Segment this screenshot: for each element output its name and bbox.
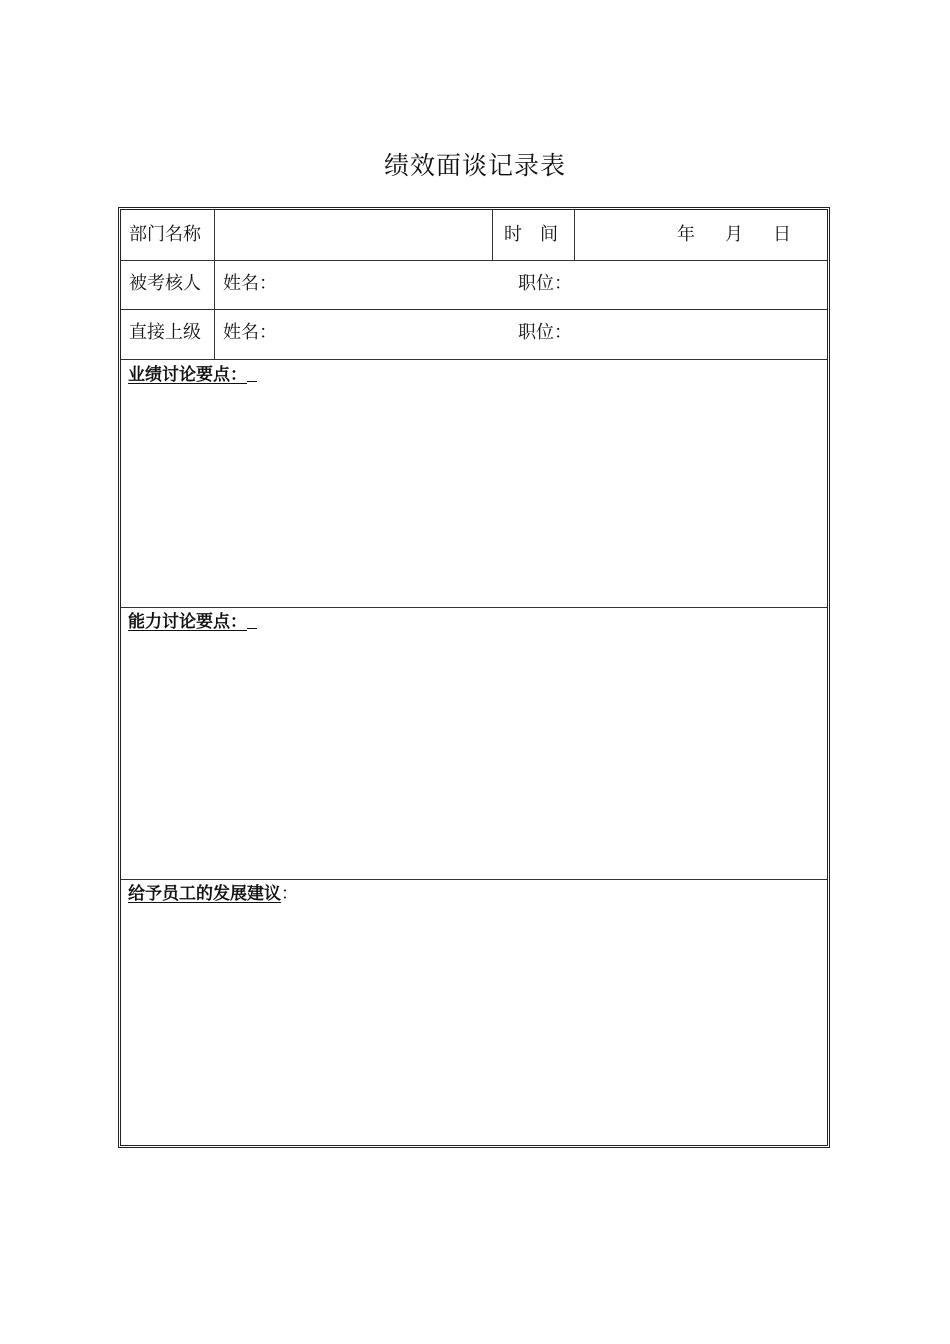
section-divider bbox=[121, 879, 827, 880]
row-divider bbox=[121, 359, 827, 360]
page-title: 绩效面谈记录表 bbox=[383, 151, 566, 180]
development-suggestions-notes[interactable] bbox=[121, 907, 827, 1142]
heading-underline-tail bbox=[247, 611, 257, 629]
appraisee-position-label: 职位： bbox=[518, 273, 572, 294]
performance-discussion-heading-text: 业绩讨论要点： bbox=[128, 365, 247, 385]
department-field[interactable] bbox=[221, 223, 486, 247]
row-divider bbox=[121, 260, 827, 261]
supervisor-label: 直接上级 bbox=[129, 322, 201, 343]
interview-record-form bbox=[118, 207, 830, 1148]
performance-discussion-notes[interactable] bbox=[121, 388, 827, 603]
form-grid bbox=[121, 210, 827, 1145]
development-suggestions-heading-text: 给予员工的发展建议 bbox=[128, 884, 281, 904]
department-label: 部门名称 bbox=[129, 224, 201, 245]
date-month-label: 月 bbox=[725, 224, 743, 245]
date-year-label: 年 bbox=[677, 224, 695, 245]
label-column-divider bbox=[214, 210, 215, 359]
development-suggestions-heading bbox=[128, 883, 298, 905]
development-suggestions-heading-colon: ： bbox=[281, 884, 298, 904]
supervisor-name-label: 姓名： bbox=[223, 322, 277, 343]
supervisor-position-label: 职位： bbox=[518, 322, 572, 343]
ability-discussion-heading bbox=[128, 611, 257, 633]
appraisee-label: 被考核人 bbox=[129, 273, 201, 294]
performance-discussion-heading bbox=[128, 364, 257, 386]
date-day-label: 日 bbox=[773, 224, 791, 245]
time-column-divider bbox=[492, 210, 493, 260]
heading-underline-tail bbox=[247, 364, 257, 382]
date-column-divider bbox=[574, 210, 575, 260]
appraisee-name-label: 姓名： bbox=[223, 273, 277, 294]
section-divider bbox=[121, 607, 827, 608]
ability-discussion-notes[interactable] bbox=[121, 635, 827, 875]
time-label: 时 间 bbox=[504, 224, 558, 245]
row-divider bbox=[121, 309, 827, 310]
ability-discussion-heading-text: 能力讨论要点： bbox=[128, 612, 247, 632]
